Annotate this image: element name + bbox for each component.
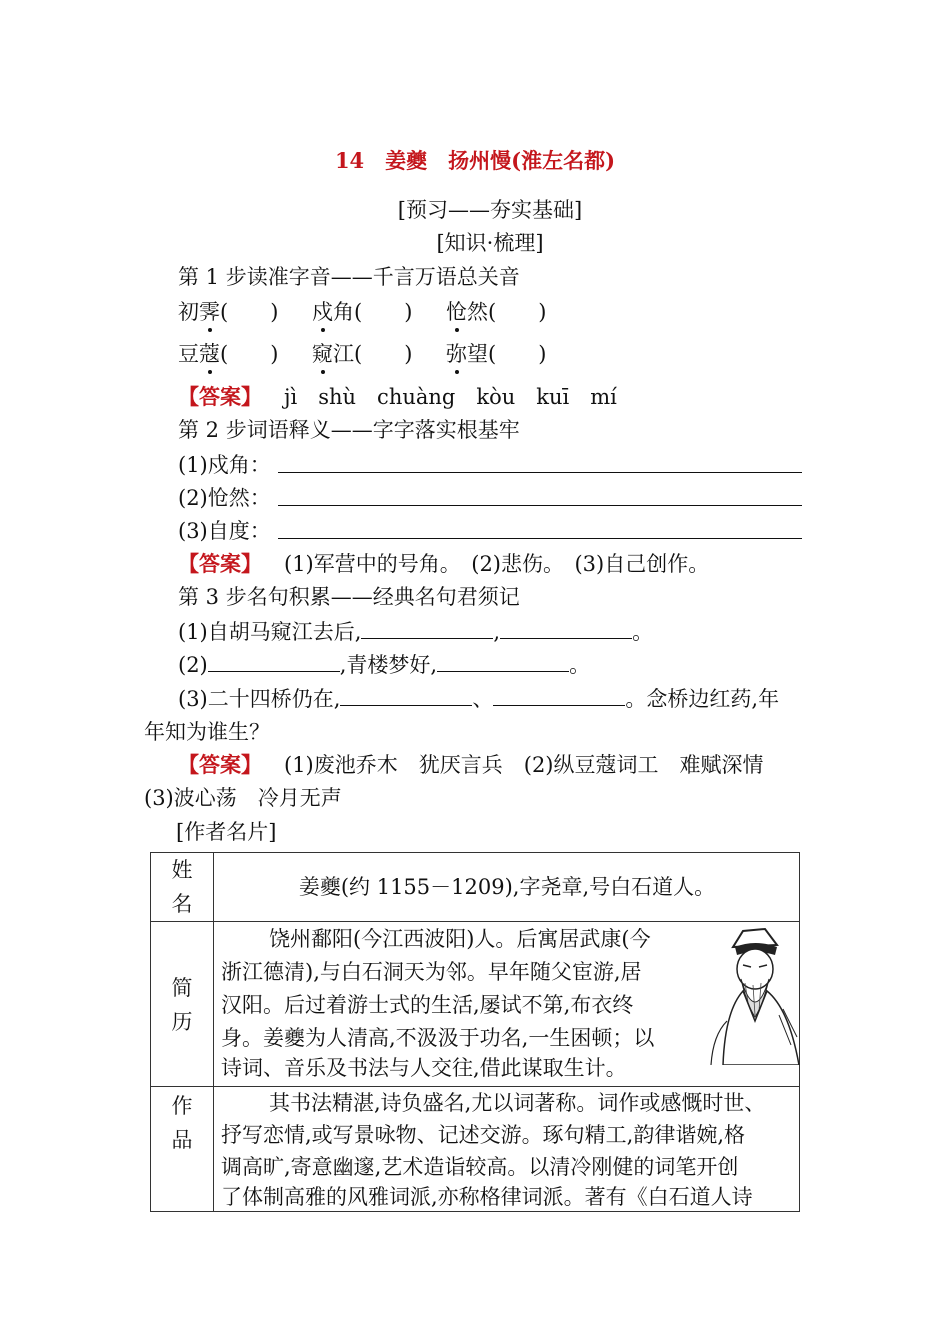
pinyin-item: 初霁( ) [178, 300, 279, 324]
bio-line: 浙江德清),与白石洞天为邻。早年随父宦游,居 [221, 960, 642, 984]
author-table [150, 852, 800, 1212]
step1-heading: 第 1 步读准字音——千言万语总关音 [178, 265, 520, 289]
step3-answer-cont: (3)波心荡 冷月无声 [144, 786, 342, 810]
bio-label: 简 历 [171, 976, 193, 1034]
subsection-heading: [知识·梳理] [436, 231, 544, 255]
fill-blank-3-cont: 年知为谁生？ [144, 720, 270, 744]
answer-label: 【答案】 [178, 384, 262, 409]
lesson-title: 14 姜夔 扬州慢(淮左名都) [334, 148, 616, 173]
step2-heading: 第 2 步词语释义——字字落实根基牢 [178, 418, 520, 442]
answer-label: 【答案】 [178, 551, 262, 576]
name-value: 姜夔(约 1155－1209),字尧章,号白石道人。 [298, 875, 716, 899]
column-divider [213, 853, 214, 1211]
bio-line: 诗词、音乐及书法与人交往,借此谋取生计。 [221, 1056, 627, 1080]
answer-line [278, 472, 802, 473]
works-line: 调高旷,寄意幽邃,艺术造诣较高。以清冷刚健的词笔开创 [221, 1155, 739, 1179]
author-card-heading: [作者名片] [176, 820, 277, 844]
definition-item: (1)戍角： [178, 453, 271, 477]
step1-answer [178, 383, 617, 411]
row-divider [151, 921, 799, 922]
works-line: 了体制高雅的风雅词派,亦称格律词派。著有《白石道人诗 [221, 1185, 753, 1209]
answer-text: (1)废池乔木 犹厌言兵 (2)纵豆蔻词工 难赋深情 [284, 753, 764, 777]
step2-answer [178, 550, 709, 578]
bio-line: 饶州鄱阳(今江西波阳)人。后寓居武康(今 [269, 927, 651, 951]
step3-answer [178, 751, 764, 779]
section-heading: [预习——夯实基础] [397, 198, 583, 222]
pinyin-item: 怆然( ) [446, 300, 547, 324]
pinyin-item: 豆蔻( ) [178, 342, 279, 366]
step3-heading: 第 3 步名句积累——经典名句君须记 [178, 585, 520, 609]
answer-text: (1)军营中的号角。 (2)悲伤。 (3)自己创作。 [284, 552, 710, 576]
answer-text: jì shù chuàng kòu kuī mí [284, 385, 617, 409]
pinyin-item: 窥江( ) [312, 342, 413, 366]
fill-blank-1: (1)自胡马窥江去后, , 。 [178, 620, 654, 644]
works-label: 作 品 [171, 1094, 193, 1152]
pinyin-item: 弥望( ) [446, 342, 547, 366]
bio-line: 身。姜夔为人清高,不汲汲于功名,一生困顿；以 [221, 1026, 655, 1050]
author-portrait [703, 925, 803, 1065]
answer-line [278, 505, 802, 506]
works-line: 抒写恋情,或写景咏物、记述交游。琢句精工,韵律谐婉,格 [221, 1123, 746, 1147]
pinyin-item: 戍角( ) [312, 300, 413, 324]
definition-item: (3)自度： [178, 519, 271, 543]
answer-line [278, 538, 802, 539]
answer-label: 【答案】 [178, 752, 262, 777]
works-line: 其书法精湛,诗负盛名,尤以词著称。词作或感慨时世、 [269, 1091, 766, 1115]
fill-blank-2: (2) ,青楼梦好, 。 [178, 653, 591, 677]
name-label: 姓 名 [171, 858, 193, 916]
definition-item: (2)怆然： [178, 486, 271, 510]
fill-blank-3: (3)二十四桥仍在, 、 。念桥边红药,年 [178, 687, 780, 711]
bio-line: 汉阳。后过着游士式的生活,屡试不第,布衣终 [221, 993, 634, 1017]
